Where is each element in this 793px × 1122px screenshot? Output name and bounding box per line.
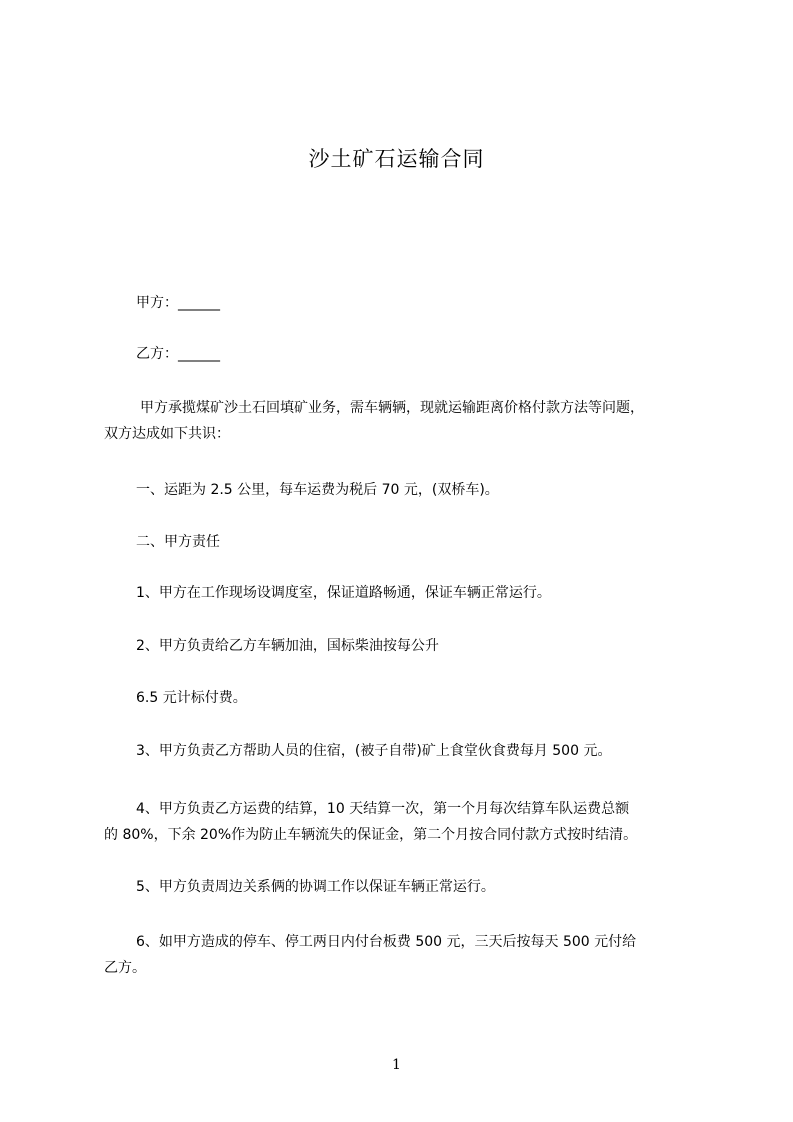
clause-2: 2、甲方负责给乙方车辆加油，国标柴油按每公升 [136,638,439,654]
section-1-distance-fee: 一、运距为 2.5 公里，每车运费为税后 70 元，(双桥车)。 [136,482,499,498]
clause-6-line-2: 乙方。 [104,960,146,976]
party-a-line: 甲方：______ [136,295,220,311]
clause-1: 1、甲方在工作现场设调度室，保证道路畅通，保证车辆正常运行。 [136,585,551,601]
document-title: 沙土矿石运输合同 [308,147,485,171]
clause-2-continued: 6.5 元计标付费。 [136,690,247,706]
section-2-heading: 二、甲方责任 [136,534,220,550]
clause-5: 5、甲方负责周边关系俩的协调工作以保证车辆正常运行。 [136,879,495,895]
page-number: 1 [392,1057,401,1073]
clause-3: 3、甲方负责乙方帮助人员的住宿，(被子自带)矿上食堂伙食费每月 500 元。 [136,743,612,759]
intro-line-1: 甲方承揽煤矿沙土石回填矿业务，需车辆辆，现就运输距离价格付款方法等问题， [140,400,644,416]
clause-4-line-2: 的 80%，下余 20%作为防止车辆流失的保证金，第二个月按合同付款方式按时结清。 [104,827,638,843]
intro-line-2: 双方达成如下共识： [104,426,230,442]
party-b-line: 乙方：______ [136,346,220,362]
clause-6-line-1: 6、如甲方造成的停车、停工两日内付台板费 500 元，三天后按每天 500 元付给 [136,934,637,950]
clause-4-line-1: 4、甲方负责乙方运费的结算，10 天结算一次，第一个月每次结算车队运费总额 [136,801,630,817]
